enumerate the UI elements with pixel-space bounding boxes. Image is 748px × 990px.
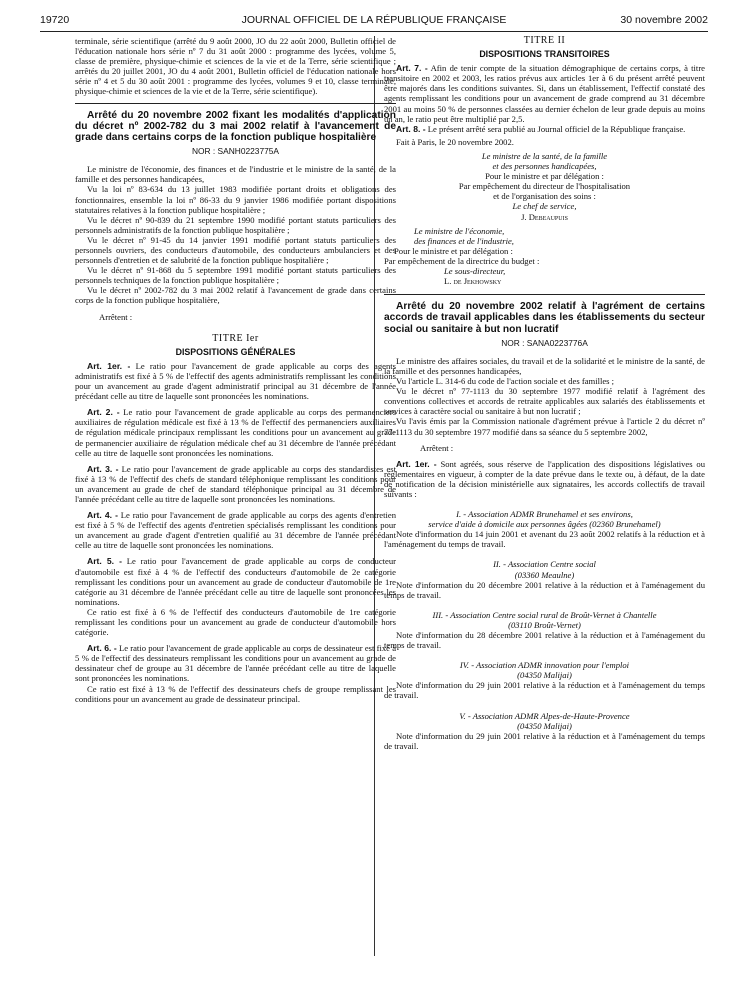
association-heading: II. - Association Centre social xyxy=(493,559,596,570)
decree-title: Arrêté du 20 novembre 2002 relatif à l'agrément de certains accords de travail applicables dans les établissements du secteur social ou sanitaire à but non lucratif xyxy=(384,301,705,335)
article-label: Art. 1er. - xyxy=(396,458,437,469)
article-label: Art. 8. - xyxy=(396,123,426,134)
preamble-paragraph: Vu la loi nº 83-634 du 13 juillet 1983 modifiée portant droits et obligations des fonctionnaires, ensemble la loi nº 86-33 du 9 janvier 1986 modifiée portant dispositions statutaires relatives à la fonction publique hospitalière ; xyxy=(75,184,396,215)
association-heading: (03110 Broût-Vernet) xyxy=(508,619,581,630)
section-heading: DISPOSITIONS GÉNÉRALES xyxy=(175,346,296,357)
nor-reference: NOR : SANH0223775A xyxy=(191,146,280,157)
signature-line: Le ministre de la santé, de la famille xyxy=(481,150,608,161)
page-number: 19720 xyxy=(40,14,70,26)
preamble-paragraph: Vu le décret nº 91-868 du 5 septembre 1991 modifié portant statuts particuliers des personnels techniques de la fonction publique hospitalière ; xyxy=(75,265,396,286)
arretent-label: Arrêtent : xyxy=(420,442,454,453)
article xyxy=(75,407,396,457)
article-label: Art. 7. - xyxy=(396,63,428,74)
signature-line: Le sous-directeur, xyxy=(444,265,506,276)
preamble-paragraph: Le ministre des affaires sociales, du travail et de la solidarité et le ministre de la santé, de la famille et des personnes handicapées, xyxy=(384,355,705,376)
article-label: Art. 6. - xyxy=(87,643,117,654)
preamble-paragraph: Vu l'avis émis par la Commission nationale d'agrément prévue à l'article 2 du décret nº 77-1113 du 30 septembre 1977 modifié dans sa séance du 5 septembre 2002, xyxy=(384,416,705,437)
left-column xyxy=(75,36,396,704)
article-text: Le ratio pour l'avancement de grade applicable au corps des agents administratifs est fixé à 5 % de l'effectif des agents administratifs remplissant les conditions pour un avancement au grade d'agent administratif principal au 31 décembre de l'année précédant celle au titre de laquelle sont prononcées les nominations. xyxy=(75,360,396,402)
preamble-paragraph: Vu le décret nº 2002-782 du 3 mai 2002 relatif à l'avancement de grade dans certains corps de la fonction publique hospitalière, xyxy=(75,285,396,306)
issue-date: 30 novembre 2002 xyxy=(620,14,708,26)
signature-line: et de l'organisation des soins : xyxy=(493,191,596,202)
association-note: Note d'information du 20 décembre 2001 relative à la réduction et à l'aménagement du temps de travail. xyxy=(384,579,705,600)
title-heading: TITRE Ier xyxy=(212,332,259,344)
association-note: Note d'information du 28 décembre 2001 relative à la réduction et à l'aménagement du temps de travail. xyxy=(384,630,705,651)
preamble-paragraph: Vu le décret nº 77-1113 du 30 septembre 1977 modifié relatif à l'agrément des conventions collectives et accords de retraite applicables aux salariés des établissements et services à caractère social ou sanitaire à but non lucratif ; xyxy=(384,386,705,417)
decree-title: Arrêté du 20 novembre 2002 fixant les modalités d'application du décret nº 2002-782 du 3 mai 2002 relatif à l'avancement de grade dans certains corps de la fonction publique hospitalière xyxy=(75,109,396,143)
article-label: Art. 3. - xyxy=(87,463,119,474)
article-text: Afin de tenir compte de la situation démographique de certains corps, à titre transitoire en 2002 et 2003, les ratios prévus aux articles 1er à 6 du présent arrêté peuvent être majorés dans les conditions suivantes. Si, dans un établissement, l'effectif constaté des agents remplissant les conditions pour un avancement de grade comprend au 31 décembre 2001 au moins 50 % de personnes classées au dernier échelon de leur grade depuis au moins un an, le ratio peut être multiplié par 2,5. xyxy=(384,63,705,124)
signature-block xyxy=(384,151,705,222)
article-text: Le ratio pour l'avancement de grade applicable au corps de dessinateur est fixé à 5 % de l'effectif des dessinateurs remplissant les conditions pour un avancement au grade de dessinateur chef de groupe au 31 décembre de l'année précédant celle au titre de laquelle sont prononcées les nominations. xyxy=(75,643,397,684)
signatory-name: J. Debeaupuis xyxy=(521,211,568,222)
signature-line: Pour le ministre et par délégation : xyxy=(394,245,513,256)
header-rule xyxy=(40,31,708,32)
association-heading: I. - Association ADMR Brunehamel et ses environs, xyxy=(456,509,633,520)
article xyxy=(384,124,705,134)
article xyxy=(75,510,396,550)
article-continuation: Ce ratio est fixé à 6 % de l'effectif des conducteurs d'automobile de 1re catégorie remplissant les conditions pour un avancement au grade de conducteur d'automobile hors catégorie. xyxy=(75,606,396,638)
article xyxy=(384,63,705,124)
signature-line: Par empêchement de la directrice du budget : xyxy=(384,255,540,266)
section-rule xyxy=(384,294,705,295)
right-column xyxy=(384,36,705,751)
article-text: Le ratio pour l'avancement de grade applicable au corps de conducteur d'automobile est fixé à 4 % de l'effectif des conducteurs d'automobile de 2e catégorie remplissant les conditions pour un avancement au grade de conducteur d'automobile de 1re catégorie au 31 décembre de l'année précédant celle au titre de laquelle sont prononcées les nominations. xyxy=(75,556,397,607)
preamble-paragraph: Le ministre de l'économie, des finances et de l'industrie et le ministre de la santé, de la famille et des personnes handicapées, xyxy=(75,164,396,185)
signature-line: Par empêchement du directeur de l'hospitalisation xyxy=(458,181,631,192)
association-note: Note d'information du 29 juin 2001 relative à la réduction et à l'aménagement du temps de travail. xyxy=(384,730,705,751)
association-entry xyxy=(384,711,705,751)
association-heading: (04350 Malijai) xyxy=(517,720,572,731)
preamble-paragraph: Vu l'article L. 314-6 du code de l'action sociale et des familles ; xyxy=(396,376,615,387)
nor-reference: NOR : SANA0223776A xyxy=(501,337,588,348)
arretent-label: Arrêtent : xyxy=(99,311,133,322)
article xyxy=(75,464,396,504)
section-rule xyxy=(75,103,396,104)
signatory-name: L. de Jekhowsky xyxy=(444,276,502,287)
association-entry xyxy=(384,509,705,549)
article-text: Le ratio pour l'avancement de grade applicable au corps des agents d'entretien est fixé à 5 % de l'effectif des agents d'entretien spécialisés remplissant les conditions pour un avancement au grade d'agent d'entretien qualifié au 31 décembre de l'année précédant celle au titre de laquelle sont prononcées les nominations. xyxy=(75,510,396,551)
association-heading: IV. - Association ADMR innovation pour l'emploi xyxy=(459,660,630,671)
association-note: Note d'information du 29 juin 2001 relative à la réduction et à l'aménagement du temps de travail. xyxy=(384,680,705,701)
article-text: Sont agréés, sous réserve de l'application des dispositions législatives ou réglementaires en vigueur, à compter de la date prévue dans le texte ou, à défaut, de la date de notification de la décision ministérielle aux signataires, les accords collectifs de travail suivants : xyxy=(384,458,705,499)
signature-line: des finances et de l'industrie, xyxy=(414,235,514,246)
article-label: Art. 4. - xyxy=(87,510,118,521)
page-header xyxy=(40,14,708,30)
article xyxy=(75,556,396,606)
intro-paragraph: terminale, série scientifique (arrêté du 9 août 2000, JO du 22 août 2000, Bulletin officiel de l'éducation nationale hors série nº 7 du 31 août 2000 : programme des lycées, volume 5, classe de première, physique-chimie et sciences de la vie et de la Terre, série scientifique ; arrêtés du 20 juillet 2001, JO du 4 août 2001, Bulletin officiel de l'éducation nationale hors série nº 4 et 5 du 30 août 2001 : programme des lycées, volumes 9 et 10, classe terminale, physique-chimie et sciences de la vie et de la Terre, série scientifique). xyxy=(75,36,396,97)
article xyxy=(75,643,396,683)
association-heading: V. - Association ADMR Alpes-de-Haute-Provence xyxy=(459,710,630,721)
preamble-paragraph: Vu le décret nº 91-45 du 14 janvier 1991 modifié portant statuts particuliers des personnels ouvriers, des conducteurs d'automobile, des conducteurs ambulanciers et des personnels d'entretien et de salubrité de la fonction publique hospitalière ; xyxy=(75,234,396,266)
association-entry xyxy=(384,660,705,700)
association-heading: III. - Association Centre social rural de Broût-Vernet à Chantelle xyxy=(432,609,657,620)
article-text: Le présent arrêté sera publié au Journal officiel de la République française. xyxy=(427,123,686,134)
signature-line: et des personnes handicapées, xyxy=(492,161,597,172)
article xyxy=(75,361,396,401)
article-text: Le ratio pour l'avancement de grade applicable au corps des permanenciers auxiliaires de régulation médicale est fixé à 13 % de l'effectif des permanenciers auxiliaires de régulation médicale principaux remplissant les conditions pour un avancement au grade de permanencier auxiliaire de régulation médicale chef au 31 décembre de l'année précédant celle au titre de laquelle sont prononcées les nominations. xyxy=(75,407,396,458)
article-text: Le ratio pour l'avancement de grade applicable au corps des standardistes est fixé à 13 % de l'effectif des chefs de standard téléphonique remplissant les conditions pour un avancement au grade de chef de standard téléphonique principal au 31 décembre de l'année précédant celle au titre de laquelle sont prononcées les nominations. xyxy=(75,463,396,504)
article-label: Art. 1er. - xyxy=(87,360,131,371)
article-label: Art. 2. - xyxy=(87,407,120,418)
association-entry xyxy=(384,610,705,650)
journal-title: JOURNAL OFFICIEL DE LA RÉPUBLIQUE FRANÇAISE xyxy=(241,14,507,26)
section-heading: DISPOSITIONS TRANSITOIRES xyxy=(479,49,610,60)
association-note: Note d'information du 14 juin 2001 et avenant du 23 août 2002 relatifs à la réduction et à l'aménagement du temps de travail. xyxy=(384,529,705,550)
title-heading: TITRE II xyxy=(523,35,566,46)
article-label: Art. 5. - xyxy=(87,556,122,567)
signature-block xyxy=(384,226,705,287)
article xyxy=(384,459,705,499)
association-entry xyxy=(384,559,705,599)
association-heading: (04350 Malijai) xyxy=(517,670,572,681)
preamble-paragraph: Vu le décret nº 90-839 du 21 septembre 1990 modifié portant statuts particuliers des personnels administratifs de la fonction publique hospitalière ; xyxy=(75,214,396,235)
place-date: Fait à Paris, le 20 novembre 2002. xyxy=(396,136,514,147)
signature-line: Le chef de service, xyxy=(512,201,577,212)
signature-line: Pour le ministre et par délégation : xyxy=(485,171,604,182)
signature-line: Le ministre de l'économie, xyxy=(414,225,505,236)
article-continuation: Ce ratio est fixé à 13 % de l'effectif des dessinateurs chefs de groupe remplissant les conditions pour un avancement au grade de dessinateur principal. xyxy=(75,683,396,704)
association-heading: service d'aide à domicile aux personnes âgées (02360 Brunehamel) xyxy=(428,519,661,530)
association-heading: (03360 Meaulne) xyxy=(514,569,575,580)
